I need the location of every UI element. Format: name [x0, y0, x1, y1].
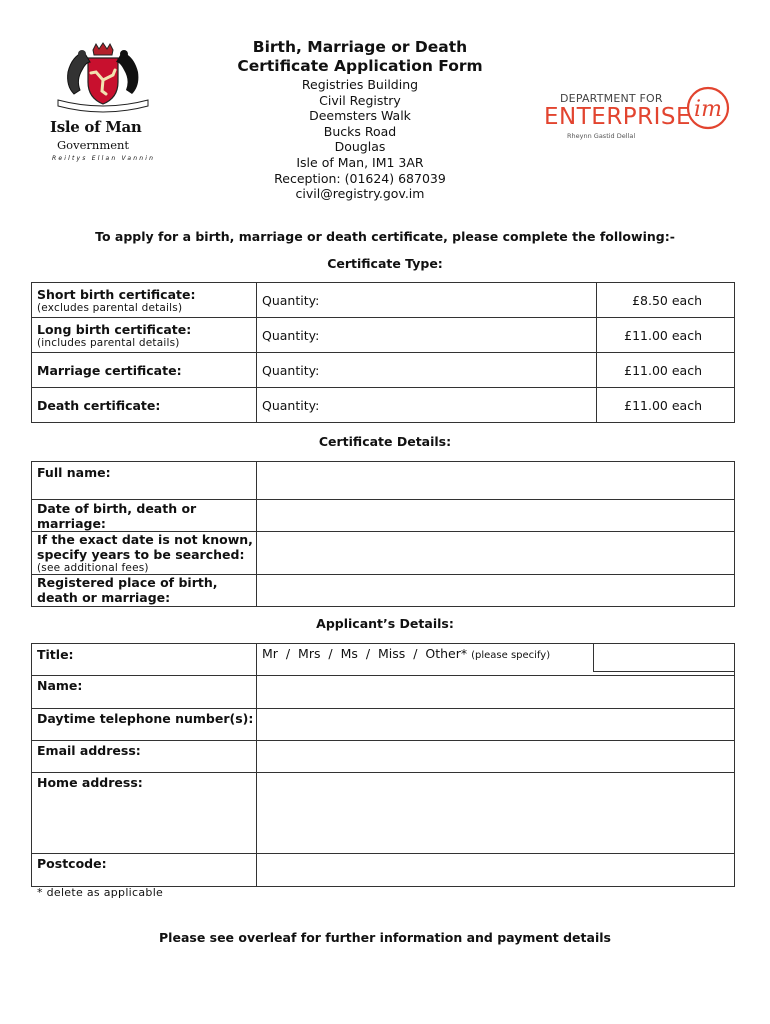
phone-field[interactable]: [257, 709, 735, 741]
marriage-price: £11.00 each: [597, 353, 735, 388]
full-name-label: Full name:: [37, 465, 111, 480]
table-row: [32, 773, 735, 854]
table-row: [32, 854, 735, 887]
marriage-quantity-field[interactable]: [257, 353, 597, 388]
form-title: [200, 38, 520, 76]
long-birth-quantity-field[interactable]: [257, 318, 597, 353]
enterprise-wordmark: ENTERPRISE: [544, 104, 692, 130]
im-brand-icon: [680, 82, 736, 130]
table-row: [32, 741, 735, 773]
registry-email: civil@registry.gov.im: [295, 186, 425, 202]
address-line: Isle of Man, IM1 3AR: [296, 154, 424, 170]
table-row: [32, 462, 735, 500]
full-name-field[interactable]: [257, 462, 735, 500]
registry-address: [230, 77, 490, 202]
certificate-details-table: [31, 461, 735, 607]
isle-of-man-wordmark: Isle of Man: [50, 118, 142, 136]
department-for-label: DEPARTMENT FOR: [560, 92, 663, 105]
table-row: [32, 318, 735, 353]
quantity-label: Quantity:: [262, 397, 320, 413]
quantity-label: Quantity:: [262, 292, 320, 308]
short-birth-note: (excludes parental details): [37, 301, 183, 314]
home-address-field[interactable]: [257, 773, 735, 854]
short-birth-price: £8.50 each: [597, 283, 735, 318]
form-title-line-2: Certificate Application Form: [237, 57, 483, 75]
marriage-label-cell: [32, 353, 257, 388]
government-motto: Reiltys Ellan Vannin: [52, 155, 156, 162]
table-row: [32, 644, 735, 676]
address-line: Civil Registry: [319, 92, 401, 108]
quantity-label: Quantity:: [262, 327, 320, 343]
title-options[interactable]: [262, 646, 550, 661]
short-birth-quantity-field[interactable]: [257, 283, 597, 318]
date-field[interactable]: [257, 500, 735, 532]
short-birth-label: Short birth certificate:: [37, 286, 196, 302]
address-line: Bucks Road: [323, 123, 397, 139]
place-label: Registered place of birth, death or marriage:: [37, 575, 218, 605]
address-line: Deemsters Walk: [309, 108, 411, 124]
address-line: Registries Building: [301, 77, 419, 92]
death-label-cell: [32, 388, 257, 423]
name-field[interactable]: [257, 676, 735, 709]
long-birth-label-cell: [32, 318, 257, 353]
table-row: [32, 575, 735, 607]
isle-of-man-coat-of-arms-icon: [44, 42, 162, 116]
delete-as-applicable-note: * delete as applicable: [37, 886, 164, 899]
short-birth-label-cell: [32, 283, 257, 318]
additional-fees-note: (see additional fees): [37, 562, 149, 574]
title-label: Title:: [37, 647, 74, 662]
enterprise-tagline: Rheynn Gastid Dellal: [567, 132, 636, 140]
email-field[interactable]: [257, 741, 735, 773]
death-quantity-field[interactable]: [257, 388, 597, 423]
title-field[interactable]: [257, 644, 735, 676]
long-birth-note: (includes parental details): [37, 336, 180, 349]
title-options-text: Mr / Mrs / Ms / Miss / Other*: [262, 646, 468, 661]
death-label: Death certificate:: [37, 397, 161, 413]
postcode-label: Postcode:: [37, 856, 107, 871]
death-price: £11.00 each: [597, 388, 735, 423]
table-row: [32, 532, 735, 575]
title-specify-box[interactable]: [593, 643, 735, 672]
unknown-date-label: If the exact date is not known, specify years to be searched:: [37, 532, 253, 562]
long-birth-price: £11.00 each: [597, 318, 735, 353]
home-address-label: Home address:: [37, 775, 143, 790]
years-searched-field[interactable]: [257, 532, 735, 575]
address-line: Douglas: [334, 139, 386, 155]
place-field[interactable]: [257, 575, 735, 607]
table-row: [32, 353, 735, 388]
reception-phone: Reception: (01624) 687039: [274, 170, 446, 186]
form-title-line-1: Birth, Marriage or Death: [252, 38, 468, 56]
certificate-type-heading: Certificate Type:: [327, 256, 443, 271]
table-row: [32, 709, 735, 741]
table-row: [32, 676, 735, 709]
overleaf-notice: Please see overleaf for further information and payment details: [159, 930, 611, 945]
im-brand-mark: im: [694, 97, 722, 122]
table-row: [32, 500, 735, 532]
certificate-details-heading: Certificate Details:: [318, 434, 452, 449]
marriage-label: Marriage certificate:: [37, 362, 182, 378]
applicant-details-table: [31, 643, 735, 887]
name-label: Name:: [37, 678, 83, 693]
email-label: Email address:: [37, 743, 141, 758]
table-row: [32, 283, 735, 318]
applicant-details-heading: Applicant’s Details:: [316, 616, 454, 631]
quantity-label: Quantity:: [262, 362, 320, 378]
intro-text: To apply for a birth, marriage or death certificate, please complete the following:-: [95, 229, 675, 244]
table-row: [32, 388, 735, 423]
long-birth-label: Long birth certificate:: [37, 321, 192, 337]
phone-label: Daytime telephone number(s):: [37, 711, 254, 726]
date-label: Date of birth, death or marriage:: [37, 501, 197, 531]
please-specify-note: (please specify): [471, 650, 551, 661]
government-wordmark: Government: [57, 138, 130, 152]
certificate-type-table: [31, 282, 735, 423]
postcode-field[interactable]: [257, 854, 735, 887]
